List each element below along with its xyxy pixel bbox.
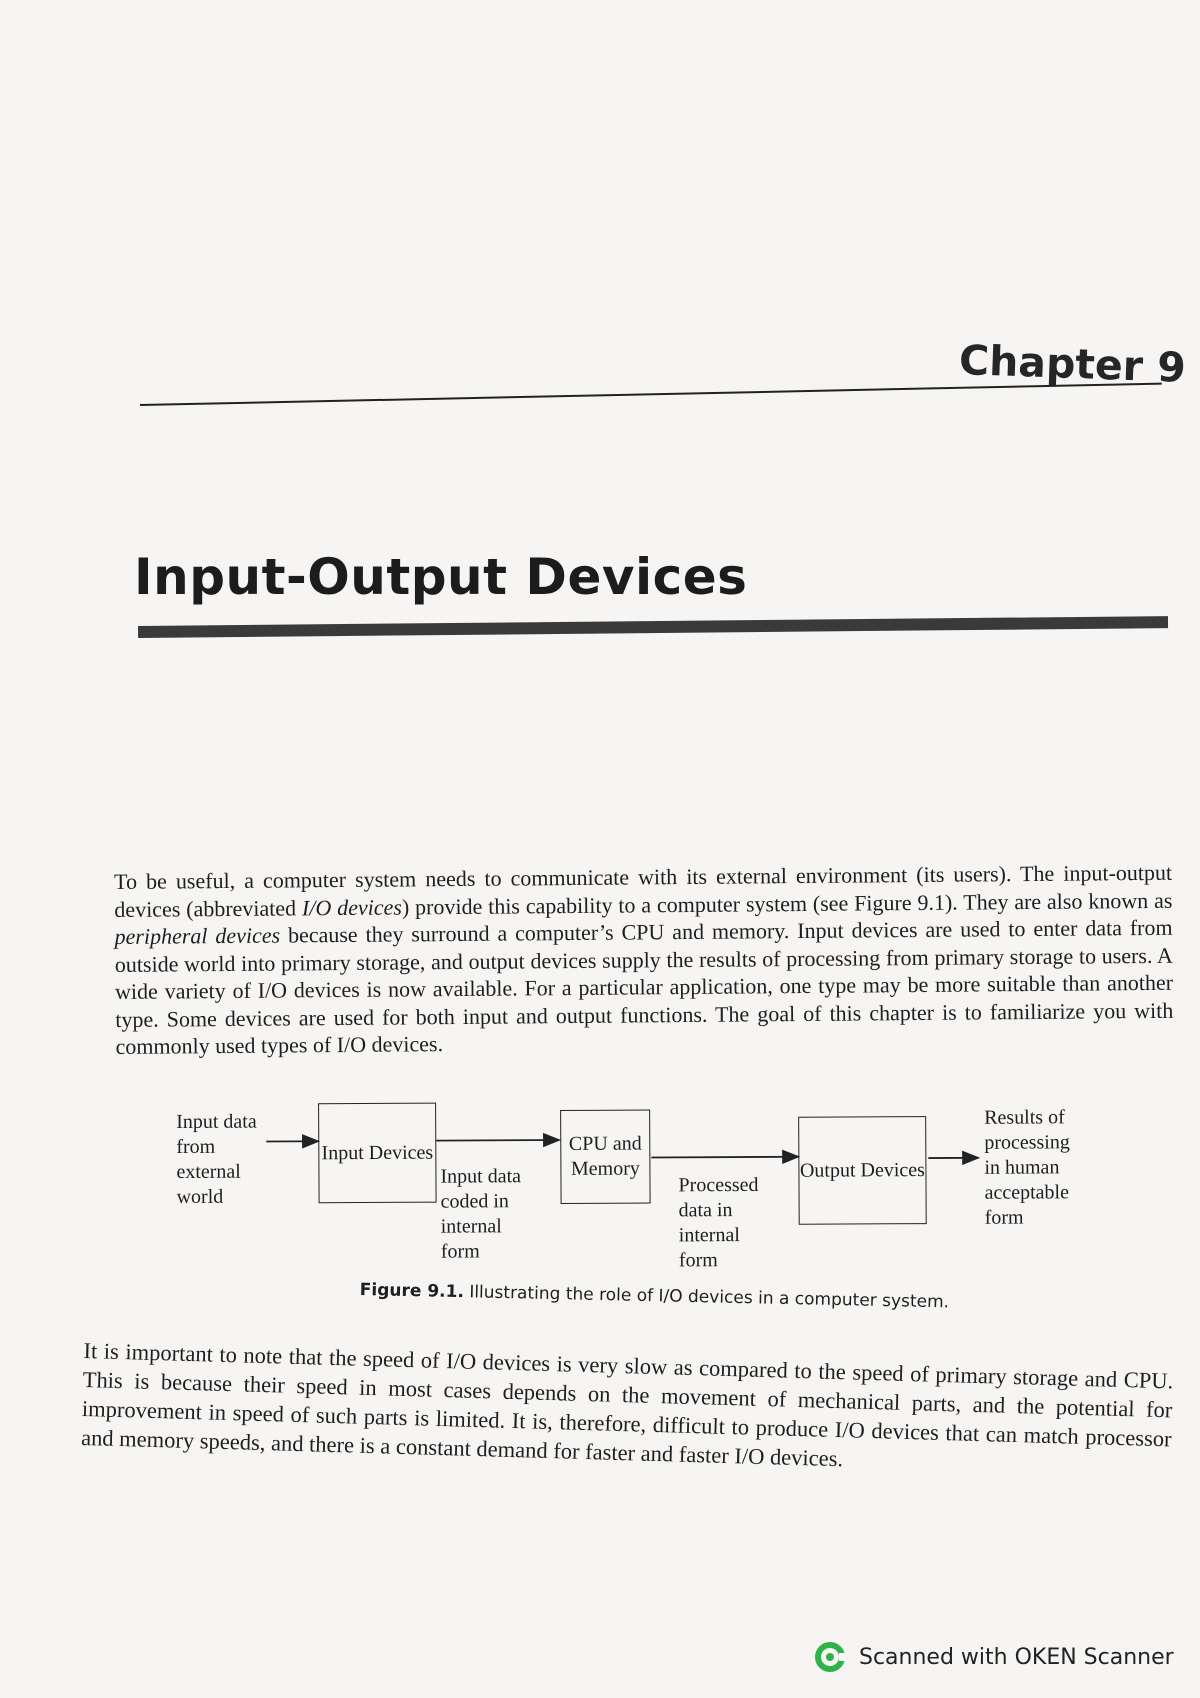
output-devices-box: Output Devices [798,1116,927,1225]
arrow-to-output [651,1157,798,1158]
scanner-text: Scanned with OKEN Scanner [859,1644,1174,1670]
chapter-title: Input-Output Devices [134,548,748,606]
intro-text-1: To be useful, a computer system needs to communicate with its external environment (its users). The input-output devices (abbreviated [114,859,1173,922]
results-label: Results of processing in human acceptable form [984,1106,1070,1229]
input-devices-box: Input Devices [318,1103,437,1204]
cpu-memory-box: CPU and Memory [560,1110,650,1204]
figure-caption-text: Illustrating the role of I/O devices in a computer system. [469,1282,950,1313]
title-underline-bar [138,616,1168,638]
arrow-to-cpu [436,1140,559,1141]
scanner-logo-icon [815,1640,849,1674]
intro-paragraph [114,859,1174,1061]
scanner-footer [815,1640,1174,1674]
intro-text-3: because they surround a computer’s CPU and memory. Input devices are used to enter data from outside world into primary storage, and output devices supply the results of processing from primary storage to users. A wide variety of I/O devices is now available. For a particular application, one type may be more suitable than another type. Some devices are used for both input and output functions. The goal of this chapter is to familiarize you with commonly used types of I/O devices. [114,914,1174,1059]
io-devices-term: I/O devices [301,893,403,920]
left-label: Input data from external world [176,1110,257,1208]
processed-label: Processed data in internal form [678,1173,759,1272]
chapter-label: Chapter 9 [958,336,1187,392]
input-coded-label: Input data coded in internal form [440,1165,522,1263]
figure-caption-number: Figure 9.1. [359,1280,465,1303]
intro-text-2: ) provide this capability to a computer system (see Figure 9.1). They are also known as [401,887,1173,919]
speed-note-paragraph: It is important to note that the speed of I/O devices is very slow as compared to the speed of primary storage and CPU. This is because their speed in most cases depends on the movement of mechanical parts, and the potential for improvement in speed of such parts is limited. It is, therefore, difficult to produce I/O devices that can match processor and memory speeds, and there is a constant demand for faster and faster I/O devices. [80,1337,1174,1472]
chapter-rule [140,383,1162,406]
peripheral-devices-term: peripheral devices [114,922,281,949]
